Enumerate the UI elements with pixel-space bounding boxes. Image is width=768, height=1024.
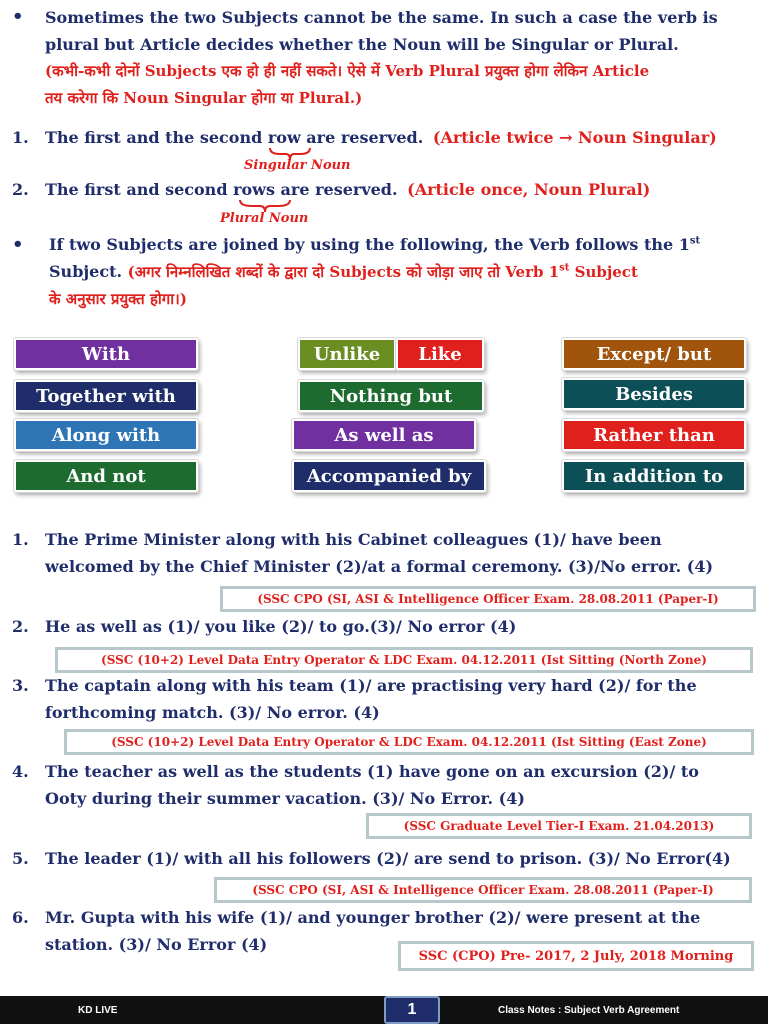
rule-hindi-a: (अगर निम्नलिखित शब्दों के द्वारा दो Subjects को जोड़ा जाए तो Verb 1 <box>127 263 560 281</box>
chip-in-addition-to: In addition to <box>562 460 746 492</box>
example-1-note: (Article twice → Noun Singular) <box>432 128 717 147</box>
rule-line-2-subject: Subject. <box>49 262 123 281</box>
question-number: 4. <box>12 762 29 781</box>
chip-with: With <box>14 338 198 370</box>
question-number: 2. <box>12 617 29 636</box>
question-4-line-1: The teacher as well as the students (1) have gone on an excursion (2)/ to <box>45 762 699 781</box>
bullet: • <box>12 6 24 27</box>
example-2-noun: rows <box>233 180 275 199</box>
footer-bar <box>0 996 768 1024</box>
example-number: 1. <box>12 128 29 147</box>
chip-besides: Besides <box>562 378 746 410</box>
example-1-sentence <box>45 128 717 147</box>
footer-title: Class Notes : Subject Verb Agreement <box>498 1005 680 1016</box>
chip-nothing-but: Nothing but <box>298 380 484 412</box>
question-1-source: (SSC CPO (SI, ASI & Intelligence Officer Exam. 28.08.2011 (Paper-I) <box>220 586 756 612</box>
question-3-source: (SSC (10+2) Level Data Entry Operator & LDC Exam. 04.12.2011 (Ist Sitting (East Zone) <box>64 729 754 755</box>
rule-hindi-2: के अनुसार प्रयुक्त होगा।) <box>49 290 187 308</box>
intro-hindi-2: तय करेगा कि Noun Singular होगा या Plural.) <box>45 89 363 107</box>
chip-accompanied-by: Accompanied by <box>292 460 486 492</box>
chip-as-well-as: As well as <box>292 419 476 451</box>
example-1-post: are reserved. <box>300 128 424 147</box>
intro-line-2: plural but Article decides whether the Noun will be Singular or Plural. <box>45 35 679 54</box>
rule-hindi-c: Subject <box>569 263 638 281</box>
question-1-line-1: The Prime Minister along with his Cabinet colleagues (1)/ have been <box>45 530 662 549</box>
rule-line-1 <box>49 235 700 254</box>
bullet: • <box>12 234 24 255</box>
chip-and-not: And not <box>14 460 198 492</box>
question-6-line-2: station. (3)/ No Error (4) <box>45 935 268 954</box>
chip-along-with: Along with <box>14 419 198 451</box>
question-2-line-1: He as well as (1)/ you like (2)/ to go.(3)/ No error (4) <box>45 617 517 636</box>
question-3-line-1: The captain along with his team (1)/ are practising very hard (2)/ for the <box>45 676 697 695</box>
page-number: 1 <box>384 996 440 1024</box>
question-number: 6. <box>12 908 29 927</box>
rule-line-2 <box>49 262 638 282</box>
rule-hindi-sup: st <box>559 262 570 274</box>
rule-line-1-text: If two Subjects are joined by using the following, the Verb follows the 1 <box>49 235 690 254</box>
question-2-source: (SSC (10+2) Level Data Entry Operator & LDC Exam. 04.12.2011 (Ist Sitting (North Zone) <box>55 647 753 673</box>
example-2-note: (Article once, Noun Plural) <box>407 180 651 199</box>
plural-noun-label: Plural Noun <box>220 211 309 226</box>
example-number: 2. <box>12 180 29 199</box>
chip-like: Like <box>396 338 484 370</box>
example-1-pre: The first and the second <box>45 128 268 147</box>
example-2-sentence <box>45 180 650 199</box>
question-6-source: SSC (CPO) Pre- 2017, 2 July, 2018 Morning <box>398 941 754 971</box>
question-number: 5. <box>12 849 29 868</box>
example-2-pre: The first and second <box>45 180 234 199</box>
chip-unlike: Unlike <box>298 338 396 370</box>
question-3-line-2: forthcoming match. (3)/ No error. (4) <box>45 703 380 722</box>
intro-line-1: Sometimes the two Subjects cannot be the same. In such a case the verb is <box>45 8 718 27</box>
rule-sup: st <box>689 235 701 247</box>
chip-rather-than: Rather than <box>562 419 746 451</box>
question-4-source: (SSC Graduate Level Tier-I Exam. 21.04.2013) <box>366 813 752 839</box>
example-1-noun: row <box>267 128 301 147</box>
example-2-post: are reserved. <box>274 180 398 199</box>
footer-brand: KD LIVE <box>78 1005 118 1016</box>
question-1-line-2: welcomed by the Chief Minister (2)/at a formal ceremony. (3)/No error. (4) <box>45 557 714 576</box>
question-5-source: (SSC CPO (SI, ASI & Intelligence Officer Exam. 28.08.2011 (Paper-I) <box>214 877 752 903</box>
question-5-line-1: The leader (1)/ with all his followers (2)/ are send to prison. (3)/ No Error(4) <box>45 849 731 868</box>
question-6-line-1: Mr. Gupta with his wife (1)/ and younger brother (2)/ were present at the <box>45 908 701 927</box>
question-4-line-2: Ooty during their summer vacation. (3)/ No Error. (4) <box>45 789 525 808</box>
question-number: 1. <box>12 530 29 549</box>
question-number: 3. <box>12 676 29 695</box>
singular-noun-label: Singular Noun <box>244 158 351 173</box>
chip-together-with: Together with <box>14 380 198 412</box>
intro-hindi-1: (कभी-कभी दोनों Subjects एक हो ही नहीं सकते। ऐसे में Verb Plural प्रयुक्त होगा लेकिन Article <box>45 62 650 80</box>
chip-except-but: Except/ but <box>562 338 746 370</box>
